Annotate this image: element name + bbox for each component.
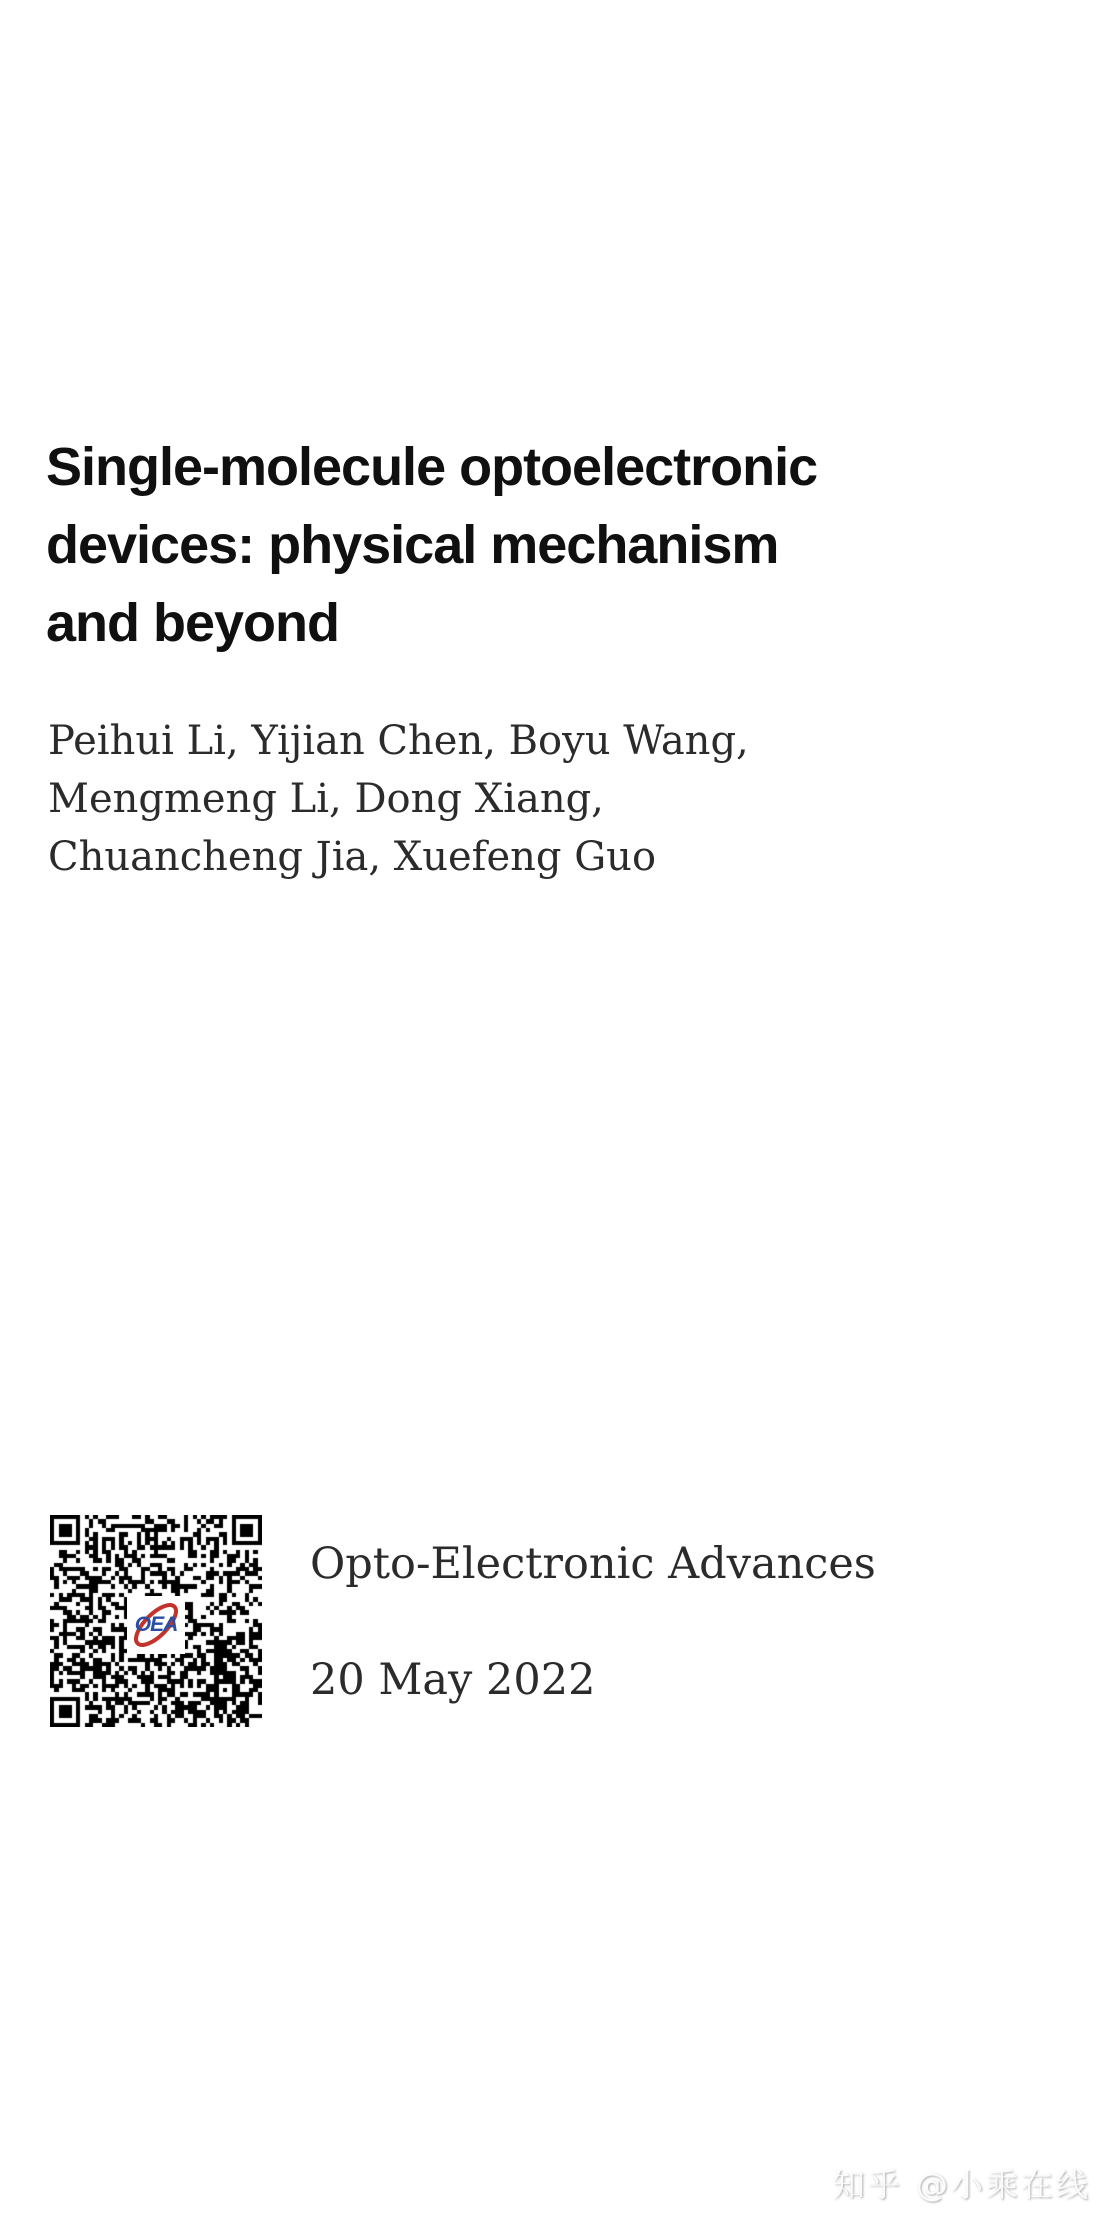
publication-row: [0, 1515, 1117, 1727]
publication-date: 20 May 2022: [310, 1655, 596, 1705]
watermark: 知乎 @小乘在线: [832, 2166, 1091, 2204]
qr-code: [50, 1515, 262, 1727]
article-title: [46, 428, 1086, 662]
author-list: [48, 712, 948, 886]
author-line-2: Mengmeng Li, Dong Xiang,: [48, 776, 604, 822]
author-line-1: Peihui Li, Yijian Chen, Boyu Wang,: [48, 718, 749, 764]
journal-name: Opto-Electronic Advances: [310, 1539, 876, 1589]
title-line-2: devices: physical mechanism: [46, 515, 779, 575]
author-line-3: Chuancheng Jia, Xuefeng Guo: [48, 834, 657, 880]
qr-center-logo: [127, 1596, 185, 1654]
oea-logo-text: OEA: [134, 1613, 178, 1637]
title-line-1: Single-molecule optoelectronic: [46, 437, 818, 497]
title-line-3: and beyond: [46, 593, 340, 653]
